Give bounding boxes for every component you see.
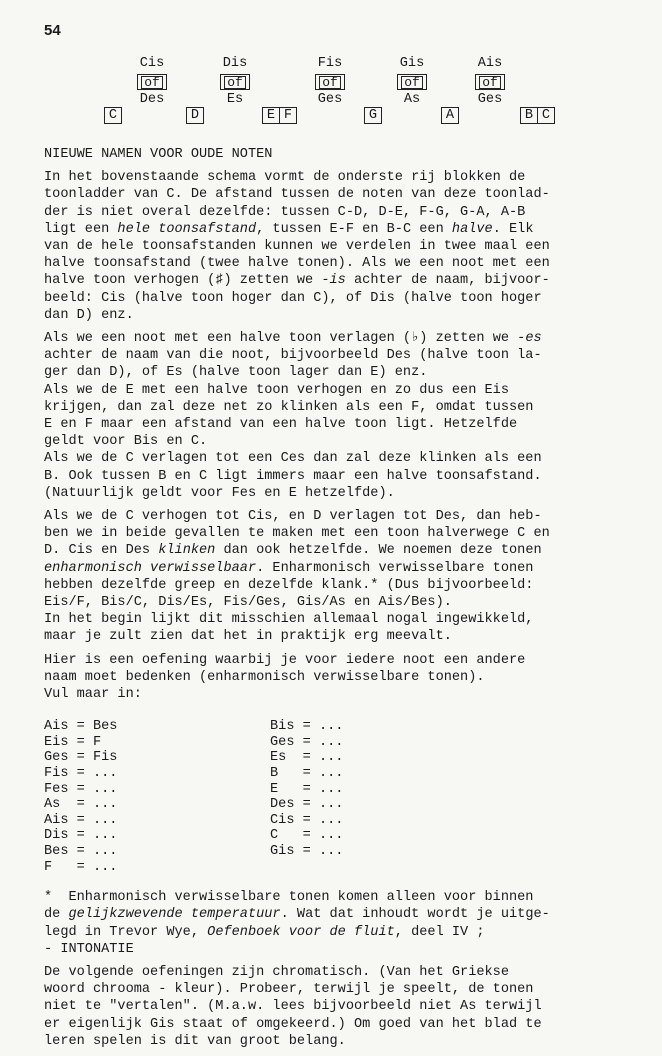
exercise-row: Ges = ... (270, 734, 344, 750)
key-c-high: C (537, 108, 554, 123)
key-box (364, 107, 382, 124)
flat-name: Es (226, 92, 244, 107)
exercise-row: Fes = ... (44, 781, 118, 797)
of-box (315, 74, 345, 90)
key-box (186, 107, 204, 124)
exercise-row: Ges = Fis (44, 750, 118, 766)
of-label: of (141, 76, 163, 89)
exercise-row: C = ... (270, 828, 344, 844)
exercise-row: Dis = ... (44, 828, 118, 844)
paragraph-5: De volgende oefeningen zijn chromatisch. (Van het Griekse woord chrooma - kleur). Probeer, terwijl je speelt, de tonen niet te "vertalen". (M.a.w. lees bijvoorbeeld niet As terwijl er eigenlijk Gis staat of omgekeerd.) Om goed van het blad te leren spelen is dit van groot belang. (44, 965, 542, 1049)
key-a: A (445, 108, 455, 123)
flat-name: Ges (477, 92, 503, 107)
exercise-row: Bis = ... (270, 719, 344, 735)
of-label: of (224, 76, 246, 89)
exercise-row: Bes = ... (44, 844, 118, 860)
exercise-row: Es = ... (270, 750, 344, 766)
paragraph-1: In het bovenstaande schema vormt de onderste rij blokken de toonladder van C. De afstand tussen de noten van deze toonlad- der is niet overal dezelfde: tussen C-D, D-E, F-G, G-A, A-B ligt een hele toonsafstand, tussen E-F en B-C een halve. Elk van de hele toonsafstanden kunnen we verdelen in twee maal een halve toonsafstand (twee halve tonen). Als we een noot met een halve toon verhogen (♯) zetten we -is achter de naam, bijvoor- beeld: Cis (halve toon hoger dan C), of Dis (halve toon hoger dan D) enz. (44, 170, 550, 323)
exercise-row: F = ... (44, 859, 118, 875)
sharp-name: Ais (477, 56, 503, 71)
exercise-row: B = ... (270, 766, 344, 782)
page-number: 54 (44, 22, 61, 39)
of-box (137, 74, 167, 90)
of-box (220, 74, 250, 90)
flat-name: Des (139, 92, 165, 107)
sharp-name: Gis (399, 56, 425, 71)
exercise-row: Ais = Bes (44, 719, 118, 735)
text-body (44, 146, 644, 1056)
paragraph-4: Hier is een oefening waarbij je voor iedere noot een andere naam moet bedenken (enharmonisch verwisselbare tonen). Vul maar in: (44, 652, 526, 703)
key-e: E (266, 108, 276, 123)
exercise-table (44, 719, 644, 875)
of-label: of (401, 76, 423, 89)
key-box (104, 107, 122, 124)
exercise-row: Fis = ... (44, 766, 118, 782)
flat-name: As (403, 92, 421, 107)
exercise-row: Ais = ... (44, 812, 118, 828)
exercise-row: Cis = ... (270, 812, 344, 828)
exercise-row: As = ... (44, 797, 118, 813)
key-d: D (190, 108, 200, 123)
key-c: C (108, 108, 118, 123)
note-diagram (0, 0, 662, 130)
sharp-name: Fis (317, 56, 343, 71)
section-heading: NIEUWE NAMEN VOOR OUDE NOTEN (44, 147, 273, 162)
key-box-ef (262, 107, 297, 124)
key-box (441, 107, 459, 124)
sharp-name: Cis (139, 56, 165, 71)
sharp-name: Dis (222, 56, 248, 71)
exercise-row: Eis = F (44, 734, 102, 750)
flat-name: Ges (317, 92, 343, 107)
key-g: G (368, 108, 378, 123)
exercise-column-left (44, 719, 270, 875)
exercise-row: Gis = ... (270, 844, 344, 860)
exercise-row: E = ... (270, 781, 344, 797)
paragraph-2: Als we een noot met een halve toon verlagen (♭) zetten we -es achter de naam van die noot, bijvoorbeeld Des (halve toon la- ger dan D), of Es (halve toon lager dan E) enz. Als we de E met een halve toon verhogen en zo dus een Eis krijgen, dan zal deze net zo klinken als een F, omdat tussen E en F maar een afstand van een halve toon ligt. Hetzelfde geldt voor Bis en C. Als we de C verlagen tot een Ces dan zal deze klinken als een B. Ook tussen B en C ligt immers maar een halve toonsafstand. (Natuurlijk geldt voor Fes en E hetzelfde). (44, 331, 542, 501)
key-box-bc (520, 107, 555, 124)
paragraph-3: Als we de C verhogen tot Cis, en D verlagen tot Des, dan heb- ben we in beide gevallen te maken met een toon halverwege C en D. Cis en Des klinken dan ook hetzelfde. We noemen deze tonen enharmonisch verwisselbaar. Enharmonisch verwisselbare tonen hebben dezelfde greep en dezelfde klank.* (Dus bijvoorbeeld: Eis/F, Bis/C, Dis/Es, Fis/Ges, Gis/As en Ais/Bes). In het begin lijkt dit misschien allemaal nogal ingewikkeld, maar je zult zien dat het in praktijk erg meevalt. (44, 509, 550, 645)
of-box (475, 74, 505, 90)
of-label: of (319, 76, 341, 89)
key-b: B (524, 108, 534, 123)
exercise-column-right (270, 719, 496, 875)
footnote: * Enharmonisch verwisselbare tonen komen alleen voor binnen de gelijkzwevende temperatuur. Wat dat inhoudt wordt je uitge- legd in Trevor Wye, Oefenboek voor de fluit, deel IV ; - INTONATIE (44, 890, 550, 957)
of-box (397, 74, 427, 90)
of-label: of (479, 76, 501, 89)
exercise-row: Des = ... (270, 797, 344, 813)
key-f: F (279, 108, 296, 123)
